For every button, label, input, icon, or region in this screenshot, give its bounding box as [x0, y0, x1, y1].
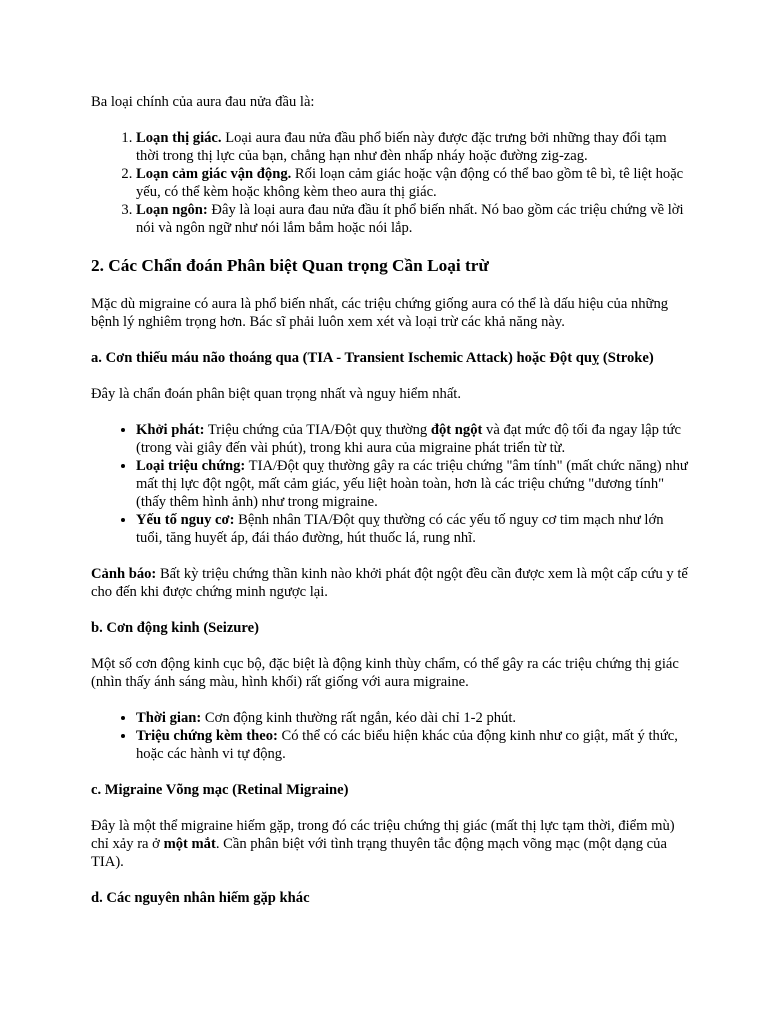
- term: Loạn cảm giác vận động.: [136, 166, 292, 182]
- subsection-b-list: [91, 709, 688, 763]
- list-item: 3. Loạn ngôn: Đây là loại aura đau nửa đầu ít phổ biến nhất. Nó bao gồm các triệu chứng về lời nói và ngôn ngữ như nói lắm bắm hoặc nói lắp.: [136, 201, 688, 237]
- subsection-heading-c: c. Migraine Võng mạc (Retinal Migraine): [91, 782, 349, 798]
- section-intro: Mặc dù migraine có aura là phổ biến nhất, các triệu chứng giống aura có thể là dấu hiệu của những bệnh lý nghiêm trọng hơn. Bác sĩ phải luôn xem xét và loại trừ các khả năng này.: [91, 296, 669, 330]
- subsection-a-intro: Đây là chẩn đoán phân biệt quan trọng nhất và nguy hiểm nhất.: [91, 386, 462, 402]
- subsection-heading-a: a. Cơn thiếu máu não thoáng qua (TIA - Transient Ischemic Attack) hoặc Đột quỵ (Stroke): [91, 350, 654, 366]
- term: Khởi phát:: [136, 422, 205, 438]
- list-item: • Loại triệu chứng: TIA/Đột quỵ thường gây ra các triệu chứng "âm tính" (mất chức năng) như mất thị lực đột ngột, mất cảm giác, yếu liệt hoàn toàn, hơn là các triệu chứng "dương tính" (thấy thêm hình ảnh) như trong migraine.: [136, 457, 688, 511]
- aura-types-list: [91, 129, 688, 237]
- subsection-heading-b: b. Cơn động kinh (Seizure): [91, 620, 259, 636]
- term: Thời gian:: [136, 710, 202, 726]
- subsection-heading-d: d. Các nguyên nhân hiếm gặp khác: [91, 890, 310, 906]
- warning-term: Cảnh báo:: [91, 566, 157, 582]
- section-heading: 2. Các Chẩn đoán Phân biệt Quan trọng Cần Loại trừ: [91, 256, 489, 275]
- list-item: 1. Loạn thị giác. Loại aura đau nửa đầu phổ biến này được đặc trưng bởi những thay đổi tạm thời trong thị lực của bạn, chẳng hạn như đèn nhấp nháy hoặc đường zig-zag.: [136, 129, 688, 165]
- subsection-a-list: [91, 421, 688, 547]
- subsection-c-paragraph: Đây là một thể migraine hiếm gặp, trong đó các triệu chứng thị giác (mất thị lực tạm thời, điểm mù) chỉ xảy ra ở một mắt. Cần phân biệt với tình trạng thuyên tắc động mạch võng mạc (một dạng của TIA).: [91, 818, 675, 870]
- subsection-b-intro: Một số cơn động kinh cục bộ, đặc biệt là động kinh thùy chẩm, có thể gây ra các triệu chứng thị giác (nhìn thấy ánh sáng màu, hình khối) rất giống với aura migraine.: [91, 656, 679, 690]
- term: Yếu tố nguy cơ:: [136, 512, 235, 528]
- term: Loạn ngôn:: [136, 202, 208, 218]
- intro-paragraph: Ba loại chính của aura đau nửa đầu là:: [91, 94, 315, 110]
- list-item: • Yếu tố nguy cơ: Bệnh nhân TIA/Đột quỵ thường có các yếu tố nguy cơ tim mạch như lớn tuổi, tăng huyết áp, đái tháo đường, hút thuốc lá, rung nhĩ.: [136, 511, 688, 547]
- list-item: • Triệu chứng kèm theo: Có thể có các biểu hiện khác của động kinh như co giật, mất ý thức, hoặc các hành vi tự động.: [136, 727, 688, 763]
- list-item: • Thời gian: Cơn động kinh thường rất ngắn, kéo dài chỉ 1-2 phút.: [136, 709, 688, 727]
- term: Triệu chứng kèm theo:: [136, 728, 278, 744]
- warning-paragraph: Cảnh báo: Bất kỳ triệu chứng thần kinh nào khởi phát đột ngột đều cần được xem là một cấp cứu y tế cho đến khi được chứng minh ngược lại.: [91, 566, 688, 600]
- list-item: 2. Loạn cảm giác vận động. Rối loạn cảm giác hoặc vận động có thể bao gồm tê bì, tê liệt hoặc yếu, có thể kèm hoặc không kèm theo aura thị giác.: [136, 165, 688, 201]
- term: Loại triệu chứng:: [136, 458, 246, 474]
- list-item: • Khởi phát: Triệu chứng của TIA/Đột quỵ thường đột ngột và đạt mức độ tối đa ngay lập tức (trong vài giây đến vài phút), trong khi aura của migraine phát triển từ từ.: [136, 421, 688, 457]
- term: Loạn thị giác.: [136, 130, 222, 146]
